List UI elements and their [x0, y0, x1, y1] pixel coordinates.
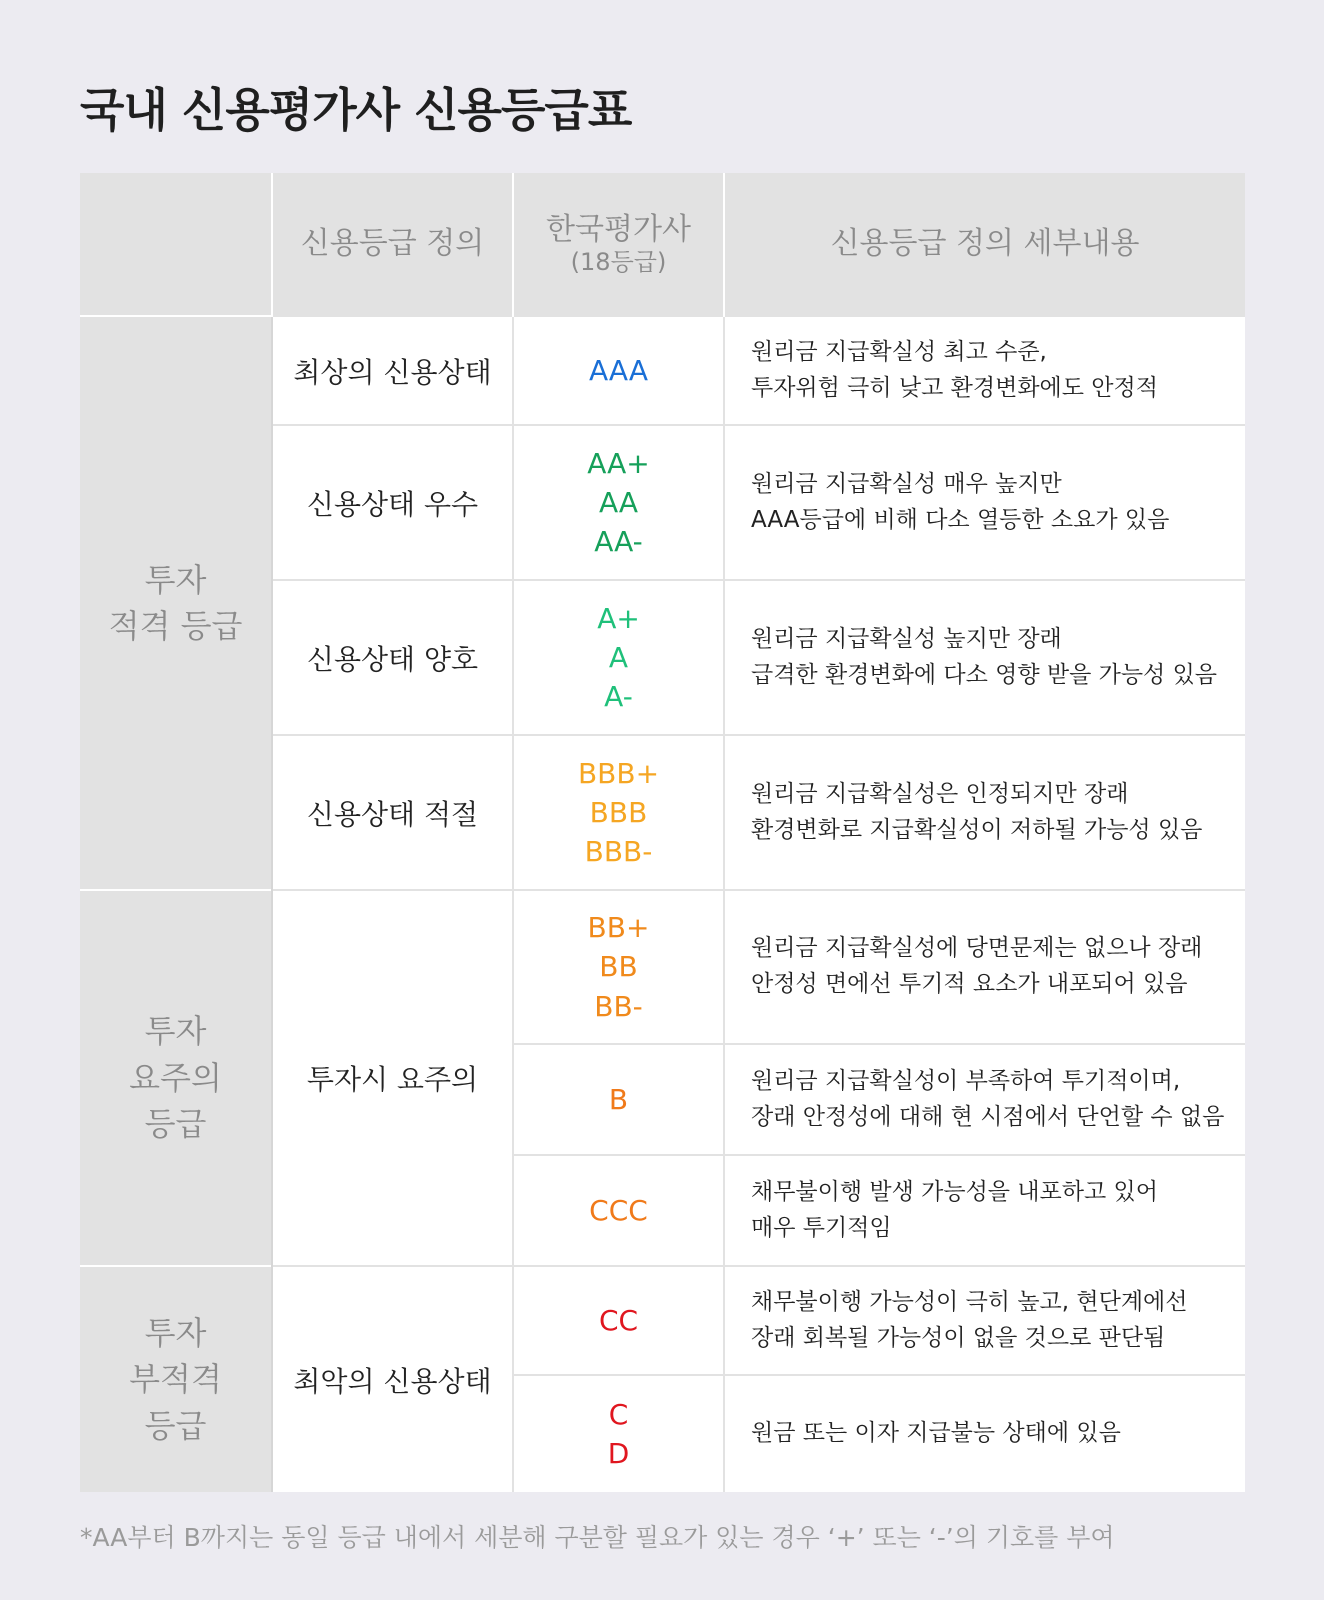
grade-label: BBB+: [577, 756, 660, 790]
grade-cell: [513, 1266, 724, 1375]
detail-cell: 원리금 지급확실성 최고 수준, 투자위험 극히 낮고 환경변화에도 안정적: [724, 316, 1245, 425]
definition-cell: 최악의 신용상태: [272, 1266, 513, 1492]
table-row: [80, 1266, 1245, 1375]
detail-cell: 원리금 지급확실성에 당면문제는 없으나 장래 안정성 면에선 투기적 요소가 내포되어 있음: [724, 890, 1245, 1044]
table-header-row: [80, 173, 1245, 316]
detail-cell: 원리금 지급확실성이 부족하여 투기적이며, 장래 안정성에 대해 현 시점에서 단언할 수 없음: [724, 1044, 1245, 1155]
grade-cell: [513, 1375, 724, 1492]
grade-cell: [513, 890, 724, 1044]
detail-cell: 원리금 지급확실성 매우 높지만 AAA등급에 비해 다소 열등한 소요가 있음: [724, 425, 1245, 580]
grade-label: BB-: [594, 989, 643, 1023]
category-investment-grade: 투자 적격 등급: [80, 316, 272, 890]
grade-label: AA: [598, 485, 639, 519]
table-row: [80, 890, 1245, 1044]
grade-cell: [513, 735, 724, 890]
grade-label: BBB-: [584, 835, 653, 869]
grade-label: A-: [604, 680, 633, 714]
grade-cell: [513, 580, 724, 735]
header-definition: 신용등급 정의: [272, 173, 513, 316]
definition-cell: 투자시 요주의: [272, 890, 513, 1266]
category-caution-grade: 투자 요주의 등급: [80, 890, 272, 1266]
category-speculative-grade: 투자 부적격 등급: [80, 1266, 272, 1492]
detail-cell: 원리금 지급확실성 높지만 장래 급격한 환경변화에 다소 영향 받을 가능성 있음: [724, 580, 1245, 735]
detail-cell: 원금 또는 이자 지급불능 상태에 있음: [724, 1375, 1245, 1492]
detail-cell: 채무불이행 가능성이 극히 높고, 현단계에선 장래 회복될 가능성이 없을 것으로 판단됨: [724, 1266, 1245, 1375]
definition-cell: 신용상태 양호: [272, 580, 513, 735]
header-agency-label: 한국평가사: [546, 211, 691, 247]
header-agency: [513, 173, 724, 316]
grade-label: AA+: [587, 446, 650, 480]
detail-cell: 원리금 지급확실성은 인정되지만 장래 환경변화로 지급확실성이 저하될 가능성 있음: [724, 735, 1245, 890]
grade-cell: [513, 1044, 724, 1155]
grade-label: AAA: [588, 353, 649, 387]
detail-cell: 채무불이행 발생 가능성을 내포하고 있어 매우 투기적임: [724, 1155, 1245, 1266]
grade-cell: [513, 425, 724, 580]
header-detail: 신용등급 정의 세부내용: [724, 173, 1245, 316]
header-agency-sub: (18등급): [570, 247, 667, 276]
grade-cell: [513, 1155, 724, 1266]
footnote: *AA부터 B까지는 동일 등급 내에서 세분해 구분할 필요가 있는 경우 ‘+’ 또는 ‘-’의 기호를 부여: [80, 1523, 1115, 1552]
page-title: 국내 신용평가사 신용등급표: [80, 83, 632, 137]
grade-label: BB: [599, 950, 638, 984]
grade-label: A+: [597, 601, 640, 635]
grade-label: CCC: [589, 1193, 648, 1227]
grade-label: CC: [598, 1303, 639, 1337]
grade-label: B: [608, 1082, 629, 1116]
definition-cell: 최상의 신용상태: [272, 316, 513, 425]
grade-label: D: [607, 1437, 630, 1470]
header-category: [80, 173, 272, 316]
credit-rating-table: [80, 173, 1245, 1492]
grade-label: AA-: [594, 525, 643, 559]
definition-cell: 신용상태 우수: [272, 425, 513, 580]
grade-label: C: [608, 1397, 629, 1431]
grade-label: BBB: [589, 795, 648, 829]
definition-cell: 신용상태 적절: [272, 735, 513, 890]
grade-label: A: [608, 640, 629, 674]
grade-label: BB+: [587, 911, 650, 945]
grade-cell: [513, 316, 724, 425]
table-row: [80, 316, 1245, 425]
